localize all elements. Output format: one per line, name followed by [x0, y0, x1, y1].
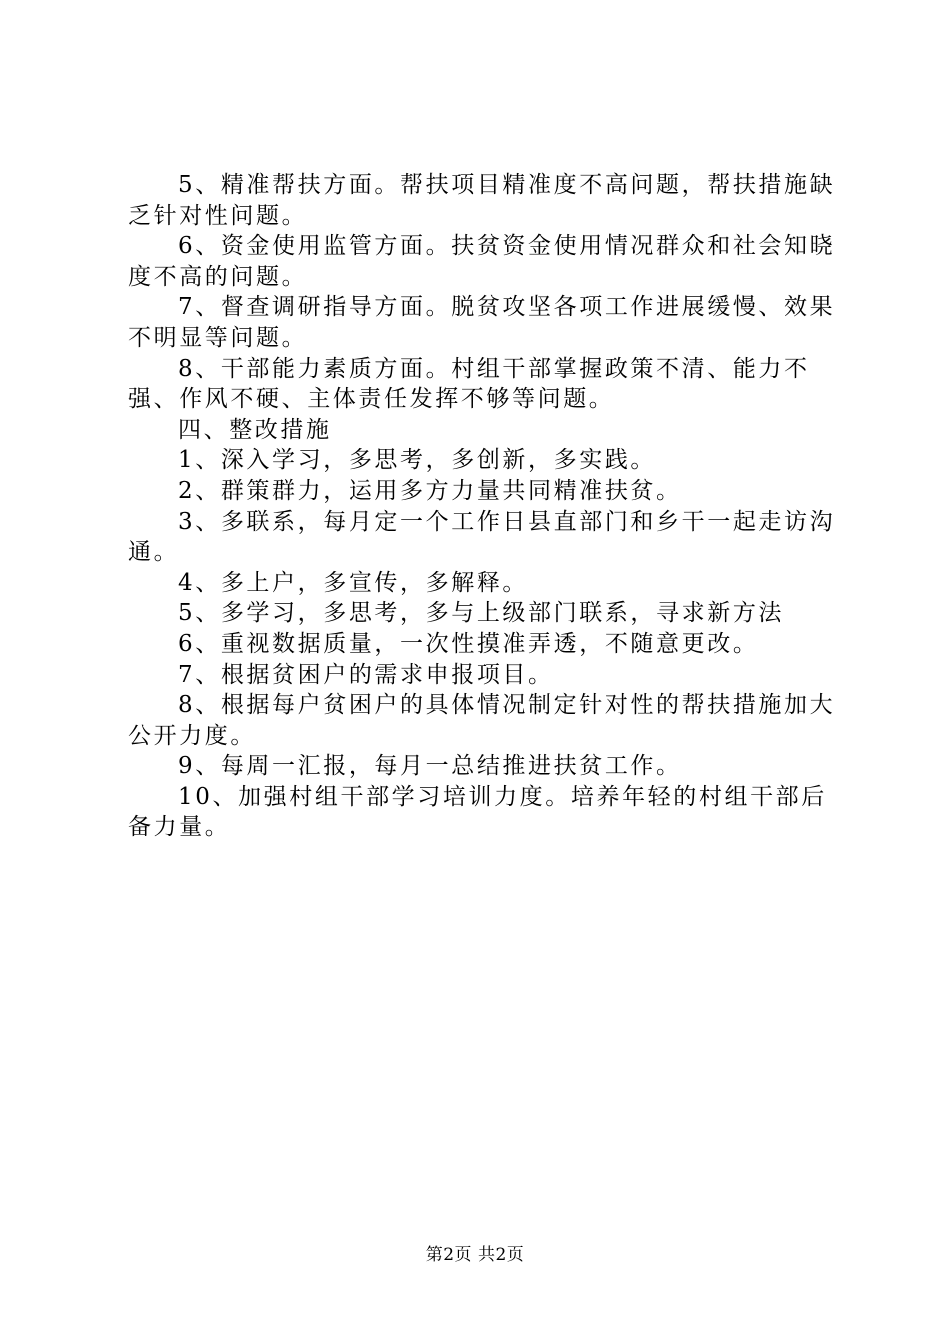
measure-item-9: 9、每周一汇报，每月一总结推进扶贫工作。: [178, 753, 682, 780]
measure-item-3: 3、多联系，每月定一个工作日县直部门和乡干一起走访沟通。: [128, 508, 836, 566]
document-body: [128, 170, 840, 843]
paragraph-problem-8: 8、干部能力素质方面。村组干部掌握政策不清、能力不强、作风不硬、主体责任发挥不够等问题。: [128, 355, 810, 413]
measure-item-1: 1、深入学习，多思考，多创新，多实践。: [178, 447, 657, 474]
paragraph-problem-7: 7、督查调研指导方面。脱贫攻坚各项工作进展缓慢、效果不明显等问题。: [128, 294, 836, 351]
paragraph-problem-6: 6、资金使用监管方面。扶贫资金使用情况群众和社会知晓度不高的问题。: [128, 233, 836, 290]
measure-item-5: 5、多学习，多思考，多与上级部门联系，寻求新方法: [178, 600, 785, 627]
page-number-footer: 第2页 共2页: [425, 1245, 525, 1265]
measure-item-7: 7、根据贫困户的需求申报项目。: [178, 661, 554, 688]
measure-item-10: 10、加强村组干部学习培训力度。培养年轻的村组干部后备力量。: [128, 783, 827, 841]
section-heading-rectification: 四、整改措施: [178, 416, 332, 443]
paragraph-problem-5: 5、精准帮扶方面。帮扶项目精准度不高问题，帮扶措施缺乏针对性问题。: [128, 172, 836, 229]
measure-item-6: 6、重视数据质量，一次性摸准弄透，不随意更改。: [178, 630, 759, 657]
measure-item-8: 8、根据每户贫困户的具体情况制定针对性的帮扶措施加大公开力度。: [128, 692, 836, 749]
measure-item-4: 4、多上户，多宣传，多解释。: [178, 569, 529, 596]
measure-item-2: 2、群策群力，运用多方力量共同精准扶贫。: [178, 477, 682, 504]
